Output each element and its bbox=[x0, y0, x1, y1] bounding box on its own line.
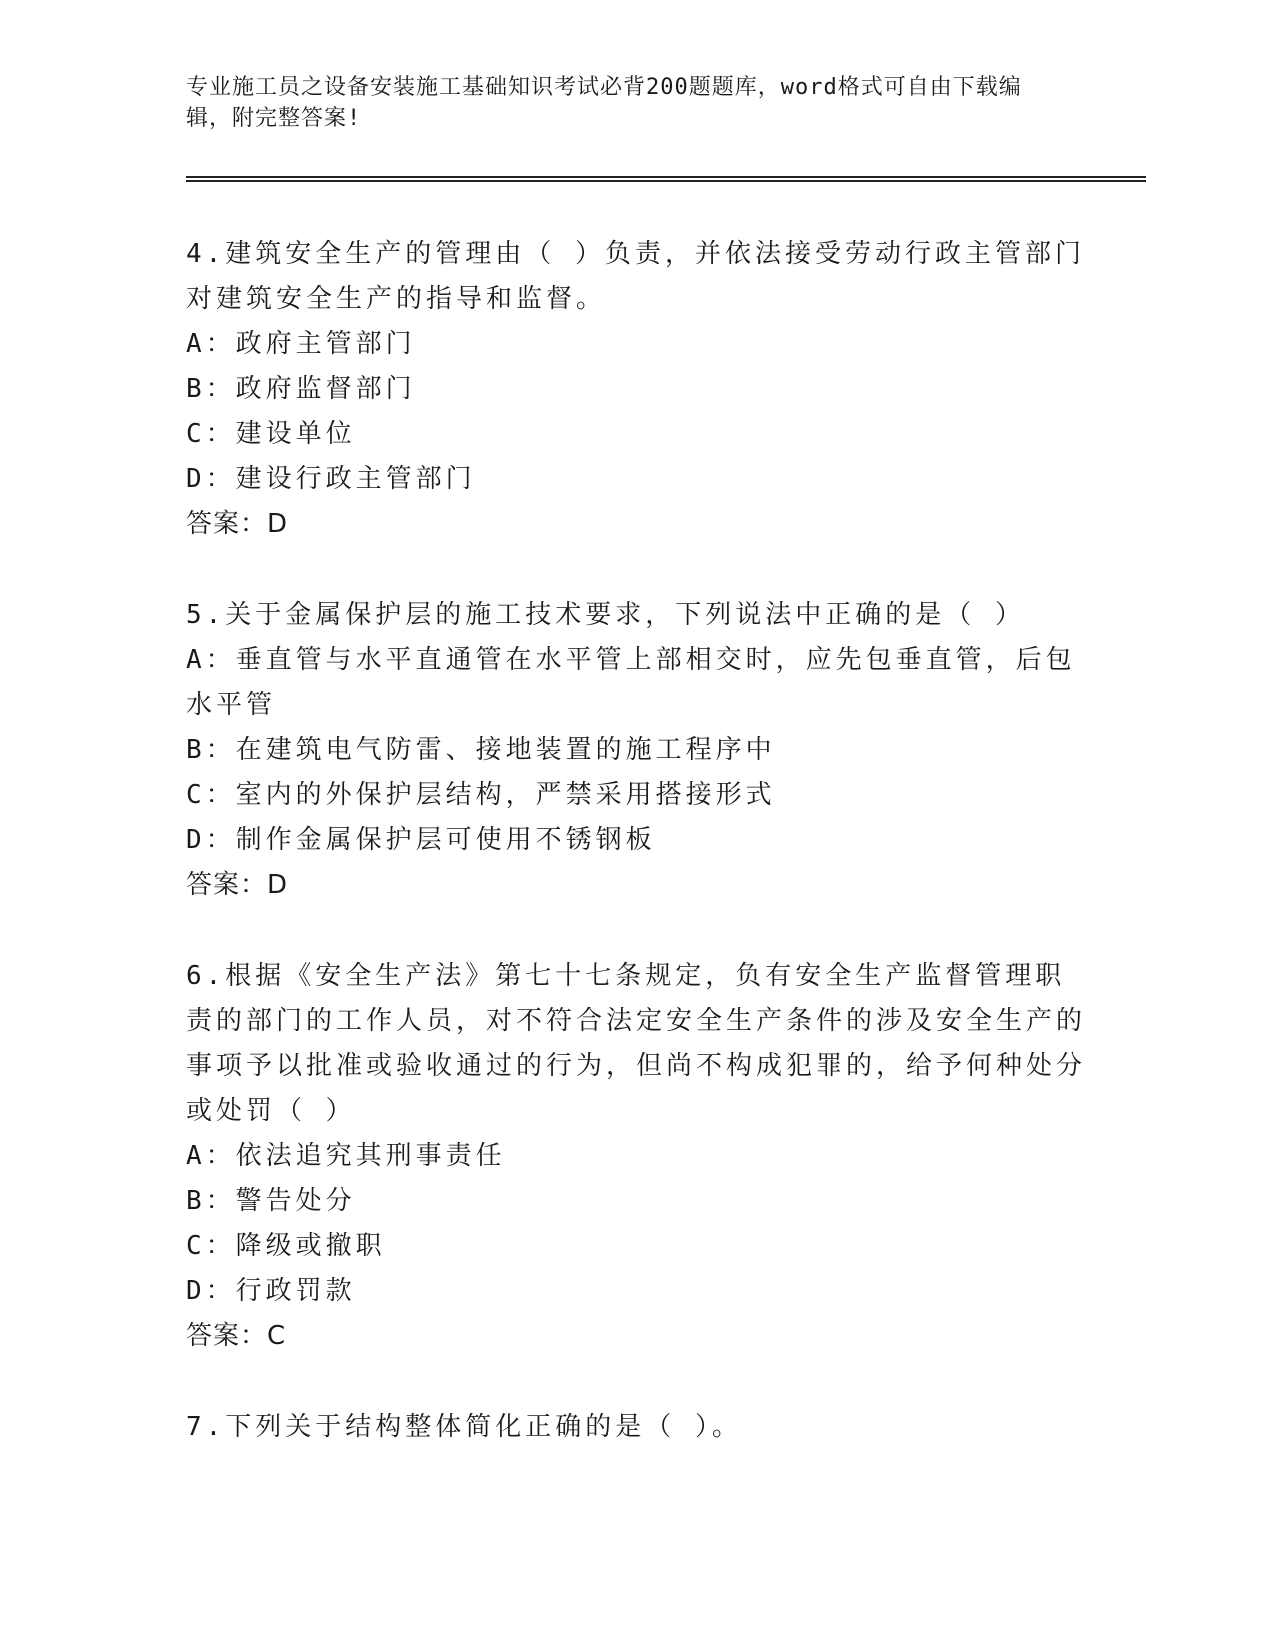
option-a: A：依法追究其刑事责任 bbox=[186, 1141, 506, 1171]
option-d: D：建设行政主管部门 bbox=[186, 464, 476, 494]
document-header bbox=[186, 72, 1066, 134]
question-stem: 4.建筑安全生产的管理由（ ）负责，并依法接受劳动行政主管部门对建筑安全生产的指导和监督。 bbox=[186, 239, 1085, 314]
option-b: B：政府监督部门 bbox=[186, 374, 416, 404]
option-c: C：降级或撤职 bbox=[186, 1231, 386, 1261]
document-title: 专业施工员之设备安装施工基础知识考试必背200题题库，word格式可自由下载编辑，附完整答案! bbox=[186, 75, 1022, 131]
option-b: B：在建筑电气防雷、接地装置的施工程序中 bbox=[186, 735, 776, 765]
answer-line: 答案：D bbox=[186, 509, 289, 539]
question-6 bbox=[186, 954, 1086, 1359]
option-d: D：行政罚款 bbox=[186, 1276, 356, 1306]
option-c: C：建设单位 bbox=[186, 419, 356, 449]
answer-line: 答案：D bbox=[186, 870, 289, 900]
question-4 bbox=[186, 232, 1086, 547]
question-stem: 6.根据《安全生产法》第七十七条规定，负有安全生产监督管理职责的部门的工作人员，对不符合法定安全生产条件的涉及安全生产的事项予以批准或验收通过的行为，但尚不构成犯罪的，给予何种处分或处罚（ ） bbox=[186, 961, 1087, 1126]
option-c: C：室内的外保护层结构，严禁采用搭接形式 bbox=[186, 780, 776, 810]
option-a: A：垂直管与水平直通管在水平管上部相交时，应先包垂直管，后包水平管 bbox=[186, 645, 1076, 720]
option-d: D：制作金属保护层可使用不锈钢板 bbox=[186, 825, 656, 855]
option-a: A：政府主管部门 bbox=[186, 329, 416, 359]
option-b: B：警告处分 bbox=[186, 1186, 356, 1216]
question-5 bbox=[186, 593, 1086, 908]
question-list bbox=[186, 232, 1086, 1496]
answer-line: 答案：C bbox=[186, 1321, 287, 1351]
question-stem: 7.下列关于结构整体简化正确的是（ ）。 bbox=[186, 1412, 742, 1442]
header-divider bbox=[186, 176, 1146, 182]
question-stem: 5.关于金属保护层的施工技术要求，下列说法中正确的是（ ） bbox=[186, 600, 1025, 630]
question-7 bbox=[186, 1405, 1086, 1450]
